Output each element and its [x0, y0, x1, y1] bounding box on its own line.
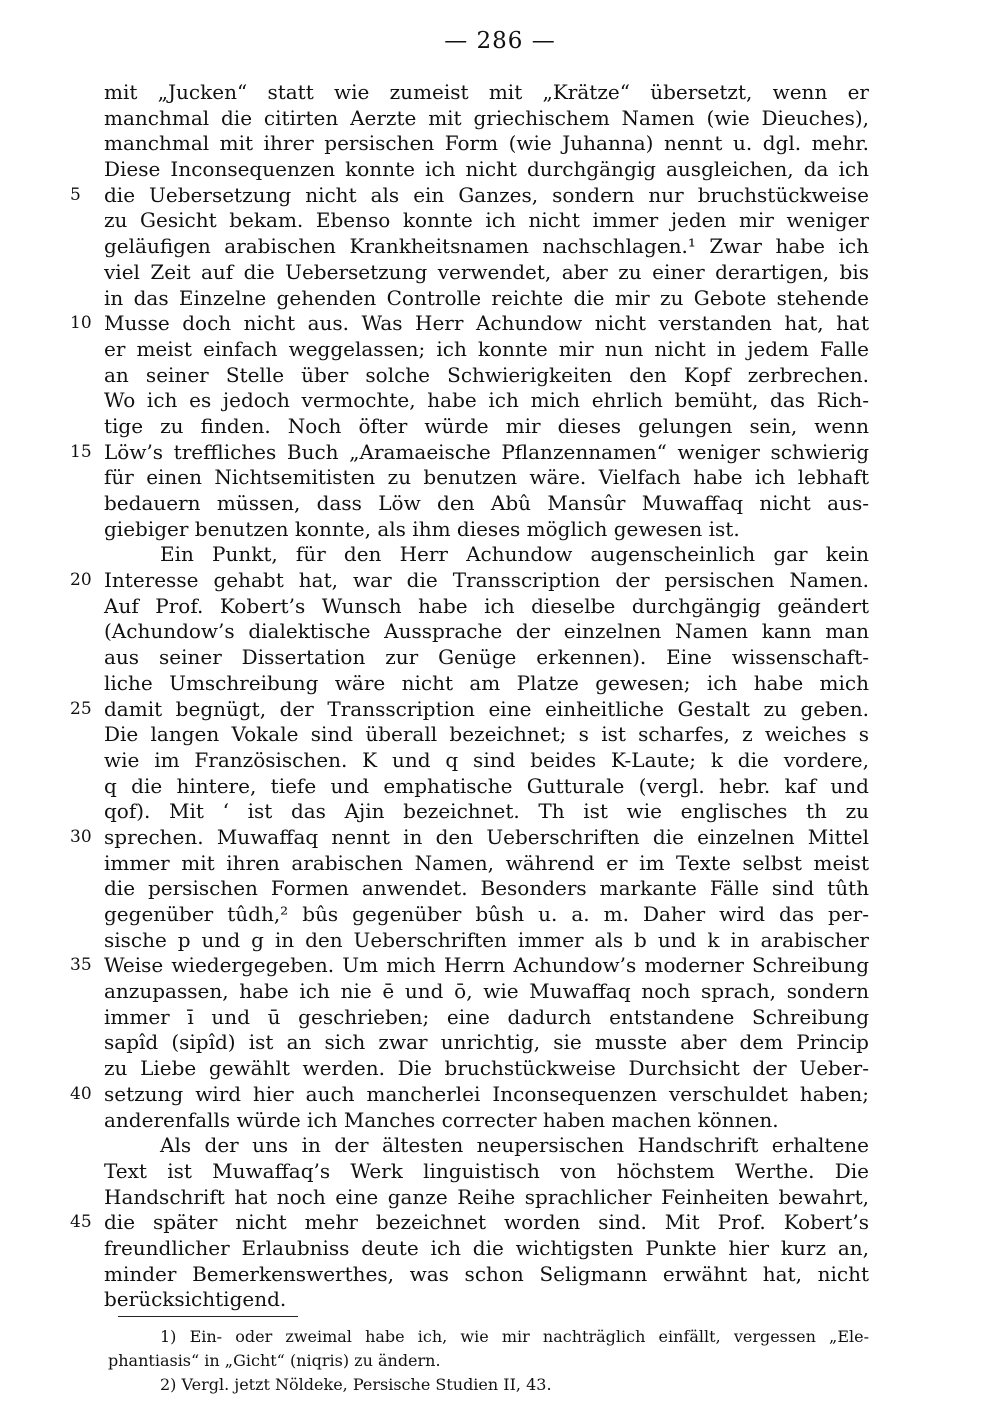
text-line: [104, 1159, 869, 1185]
text-line-content: manchmal mit ihrer persischen Form (wie Juhanna) nennt u. dgl. mehr.: [104, 131, 869, 156]
text-line-content: gegenüber tûdh,² bûs gegenüber bûsh u. a. m. Daher wird das per-: [104, 902, 869, 926]
text-line: [104, 1287, 869, 1313]
text-line: [70, 568, 869, 594]
footnotes: [104, 1316, 869, 1397]
text-line-content: immer mit ihren arabischen Namen, während er im Texte selbst meist: [104, 850, 869, 875]
text-line: [104, 286, 869, 312]
text-line-content: Text ist Muwaffaq’s Werk linguistisch von höchstem Werthe. Die: [104, 1158, 869, 1183]
text-line-content: die Uebersetzung nicht als ein Ganzes, sondern nur bruchstückweise: [104, 182, 869, 207]
text-line: [104, 594, 869, 620]
text-line-content: wie im Französischen. K und q sind beides K-Laute; k die vordere,: [104, 747, 869, 772]
text-line: [104, 722, 869, 748]
text-line-content: damit begnügt, der Transscription eine einheitliche Gestalt zu geben.: [104, 696, 869, 721]
text-line-content: qof). Mit ‘ ist das Ajin bezeichnet. Th ist wie englisches th zu: [104, 799, 869, 824]
text-line: [70, 439, 869, 466]
text-line: [70, 1210, 869, 1236]
text-line-content: mit „Jucken“ statt wie zumeist mit „Krätze“ übersetzt, wenn er: [104, 80, 869, 104]
text-line-content: Ein Punkt, für den Herr Achundow augenscheinlich gar kein: [160, 542, 869, 567]
text-line-content: giebiger benutzen konnte, als ihm dieses möglich gewesen ist.: [104, 516, 740, 541]
footnote-2: 2) Vergl. jetzt Nöldeke, Persische Studien II, 43.: [160, 1375, 552, 1394]
text-line-content: die später nicht mehr bezeichnet worden sind. Mit Prof. Kobert’s: [104, 1210, 869, 1235]
text-line: [104, 928, 869, 954]
text-line: [104, 337, 869, 363]
text-line: [104, 80, 869, 106]
text-line-content: Weise wiedergegeben. Um mich Herrn Achundow’s moderner Schreibung: [104, 953, 869, 978]
text-line-content: aus seiner Dissertation zur Genüge erkennen). Eine wissenschaft-: [104, 645, 869, 670]
line-number: 35: [70, 955, 92, 976]
text-line: [104, 979, 869, 1005]
text-line-content: Löw’s treffliches Buch „Aramaeische Pflanzennamen“ weniger schwierig: [104, 439, 869, 464]
text-line: [104, 876, 869, 902]
text-line-content: freundlicher Erlaubniss deute ich die wichtigsten Punkte hier kurz an,: [104, 1235, 869, 1260]
text-line-content: (Achundow’s dialektische Aussprache der einzelnen Namen kann man: [104, 619, 869, 644]
text-line-content: Als der uns in der ältesten neupersischen Handschrift erhaltene: [160, 1133, 869, 1158]
text-line: [70, 311, 869, 337]
text-line: [70, 182, 869, 209]
text-line: [70, 1081, 869, 1108]
text-line: [104, 517, 869, 543]
text-line-content: Handschrift hat noch eine ganze Reihe sprachlicher Feinheiten bewahrt,: [104, 1184, 869, 1209]
page-number: — 286 —: [444, 28, 556, 54]
text-line: [104, 1056, 869, 1082]
text-line-content: anderenfalls würde ich Manches correcter haben machen können.: [104, 1107, 779, 1132]
text-line: [104, 106, 869, 132]
text-line: [104, 157, 869, 183]
line-number: 5: [70, 184, 81, 205]
text-line: [104, 414, 869, 440]
text-line: [104, 799, 869, 825]
text-line-content: setzung wird hier auch mancherlei Inconsequenzen verschuldet haben;: [104, 1081, 869, 1106]
text-line-content: in das Einzelne gehenden Controlle reichte die mir zu Gebote stehende: [104, 285, 869, 310]
text-line-content: berücksichtigend.: [104, 1287, 287, 1312]
text-line-content: Auf Prof. Kobert’s Wunsch habe ich dieselbe durchgängig geändert: [104, 593, 869, 618]
text-line: [104, 208, 869, 234]
text-line: [70, 953, 869, 979]
text-line: [104, 1185, 869, 1211]
text-line: [104, 902, 869, 928]
text-line-content: er meist einfach weggelassen; ich konnte mir nun nicht in jedem Falle: [104, 336, 869, 361]
text-line: [104, 1236, 869, 1262]
line-number: 45: [70, 1212, 92, 1233]
text-line-content: immer ī und ū geschrieben; eine dadurch entstandene Schreibung: [104, 1004, 869, 1029]
text-line: [70, 824, 869, 851]
text-line: [104, 260, 869, 286]
text-line-content: an seiner Stelle über solche Schwierigkeiten den Kopf zerbrechen.: [104, 362, 869, 387]
footnote-rule: [118, 1316, 298, 1317]
text-line: [104, 1108, 869, 1134]
line-number: 40: [70, 1083, 92, 1104]
text-line: [104, 234, 869, 260]
text-line-content: zu Gesicht bekam. Ebenso konnte ich nicht immer jeden mir weniger: [104, 208, 869, 233]
text-line: [104, 131, 869, 157]
text-line: [104, 465, 869, 491]
text-line: [104, 748, 869, 774]
text-line-content: Interesse gehabt hat, war die Transscription der persischen Namen.: [104, 568, 869, 593]
text-line-content: manchmal die citirten Aerzte mit griechischem Namen (wie Dieuches),: [104, 105, 869, 130]
text-line: [104, 491, 869, 517]
text-line: [104, 671, 869, 697]
line-number: 30: [70, 826, 92, 847]
text-line-content: für einen Nichtsemitisten zu benutzen wäre. Vielfach habe ich lebhaft: [104, 465, 869, 490]
body-text: [70, 80, 869, 1313]
text-line: [70, 696, 869, 723]
text-line: [104, 1005, 869, 1031]
text-line-content: q die hintere, tiefe und emphatische Gutturale (vergl. hebr. kaf und: [104, 773, 869, 798]
text-line-content: bedauern müssen, dass Löw den Abû Mansûr Muwaffaq nicht aus-: [104, 491, 869, 515]
text-line-content: tige zu finden. Noch öfter würde mir dieses gelungen sein, wenn: [104, 413, 869, 438]
text-line-content: viel Zeit auf die Uebersetzung verwendet, aber zu einer derartigen, bis: [104, 259, 869, 284]
text-line-content: sische p und g in den Ueberschriften immer als b und k in arabischer: [104, 927, 869, 952]
text-line-content: sapîd (sipîd) ist an sich zwar unrichtig, sie musste aber dem Princip: [104, 1030, 869, 1055]
text-line-content: die persischen Formen anwendet. Besonders markante Fälle sind tûth: [104, 876, 869, 901]
line-number: 20: [70, 570, 92, 591]
text-line: [104, 619, 869, 645]
text-line: [104, 851, 869, 877]
text-line: [104, 1030, 869, 1056]
text-line-content: liche Umschreibung wäre nicht am Platze gewesen; ich habe mich: [104, 670, 869, 695]
text-line-content: Die langen Vokale sind überall bezeichnet; s ist scharfes, z weiches s: [104, 722, 869, 747]
text-line-content: minder Bemerkenswerthes, was schon Seligmann erwähnt hat, nicht: [104, 1261, 869, 1286]
text-line: [104, 774, 869, 800]
footnote-1: 1) Ein- oder zweimal habe ich, wie mir nachträglich einfällt, vergessen „Ele-: [160, 1327, 869, 1346]
text-line-content: anzupassen, habe ich nie ē und ō, wie Muwaffaq noch sprach, sondern: [104, 979, 869, 1004]
text-line: [104, 645, 869, 671]
text-line: [104, 363, 869, 389]
footnote-1-continuation: phantiasis“ in „Gicht“ (niqris) zu ändern.: [108, 1351, 441, 1370]
text-line-content: geläufigen arabischen Krankheitsnamen nachschlagen.¹ Zwar habe ich: [104, 234, 869, 259]
text-line-content: Diese Inconsequenzen konnte ich nicht durchgängig ausgleichen, da ich: [104, 157, 869, 182]
line-number: 25: [70, 698, 92, 719]
line-number: 10: [70, 313, 92, 334]
text-line-content: sprechen. Muwaffaq nennt in den Ueberschriften die einzelnen Mittel: [104, 824, 869, 849]
text-line-content: Musse doch nicht aus. Was Herr Achundow nicht verstanden hat, hat: [104, 311, 869, 336]
text-line-content: zu Liebe gewählt werden. Die bruchstückweise Durchsicht der Ueber-: [104, 1056, 869, 1081]
text-line: [104, 388, 869, 414]
paragraph-start-line: [104, 542, 869, 568]
line-number: 15: [70, 441, 92, 462]
paragraph-start-line: [104, 1133, 869, 1159]
text-line-content: Wo ich es jedoch vermochte, habe ich mich ehrlich bemüht, das Rich-: [104, 388, 869, 413]
text-line: [104, 1262, 869, 1288]
